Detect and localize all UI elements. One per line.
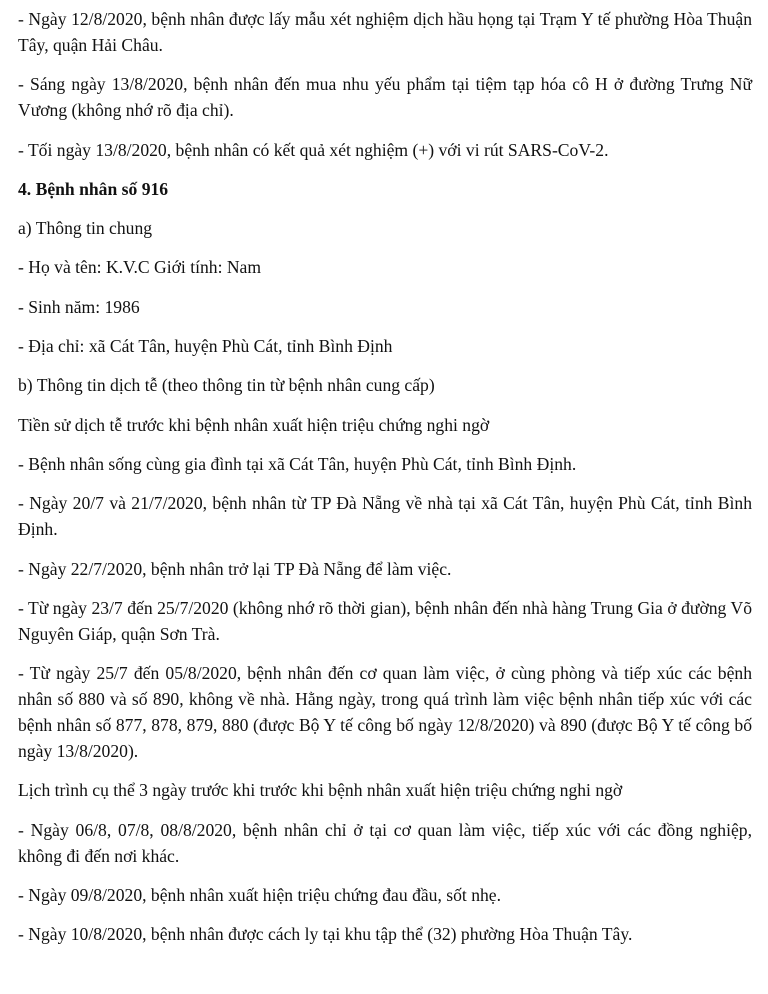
paragraph: - Bệnh nhân sống cùng gia đình tại xã Cát Tân, huyện Phù Cát, tỉnh Bình Định.: [18, 453, 577, 474]
paragraph: - Ngày 06/8, 07/8, 08/8/2020, bệnh nhân chỉ ở tại cơ quan làm việc, tiếp xúc với các đồng nghiệp, không đi đến nơi khác.: [18, 819, 752, 866]
paragraph: - Ngày 12/8/2020, bệnh nhân được lấy mẫu xét nghiệm dịch hầu họng tại Trạm Y tế phường Hòa Thuận Tây, quận Hải Châu.: [18, 9, 752, 55]
paragraph: - Ngày 10/8/2020, bệnh nhân được cách ly tại khu tập thể (32) phường Hòa Thuận Tây.: [18, 924, 633, 945]
paragraph: - Từ ngày 23/7 đến 25/7/2020 (không nhớ rõ thời gian), bệnh nhân đến nhà hàng Trung Gia ở đường Võ Nguyên Giáp, quận Sơn Trà.: [18, 597, 752, 644]
subsection-heading: b) Thông tin dịch tễ (theo thông tin từ bệnh nhân cung cấp): [18, 375, 435, 396]
paragraph: - Ngày 22/7/2020, bệnh nhân trở lại TP Đà Nẵng để làm việc.: [18, 558, 452, 579]
paragraph: - Sinh năm: 1986: [18, 296, 140, 317]
paragraph: - Ngày 09/8/2020, bệnh nhân xuất hiện triệu chứng đau đầu, sốt nhẹ.: [18, 885, 501, 906]
paragraph: - Ngày 20/7 và 21/7/2020, bệnh nhân từ TP Đà Nẵng về nhà tại xã Cát Tân, huyện Phù Cát, tỉnh Bình Định.: [18, 493, 752, 540]
paragraph: Lịch trình cụ thể 3 ngày trước khi trước khi bệnh nhân xuất hiện triệu chứng nghi ngờ: [18, 780, 623, 801]
paragraph: - Từ ngày 25/7 đến 05/8/2020, bệnh nhân đến cơ quan làm việc, ở cùng phòng và tiếp xúc các bệnh nhân số 880 và số 890, không về nhà. Hằng ngày, trong quá trình làm việc bệnh nhân tiếp xúc với các bệnh nhân số 877, 878, 879, 880 (được Bộ Y tế công bố ngày 12/8/2020) và 890 (được Bộ Y tế công bố ngày 13/8/2020).: [18, 663, 752, 762]
paragraph: - Tối ngày 13/8/2020, bệnh nhân có kết quả xét nghiệm (+) với vi rút SARS-CoV-2.: [18, 139, 609, 160]
paragraph: - Họ và tên: K.V.C Giới tính: Nam: [18, 257, 262, 278]
subsection-heading: a) Thông tin chung: [18, 218, 153, 239]
paragraph: - Sáng ngày 13/8/2020, bệnh nhân đến mua nhu yếu phẩm tại tiệm tạp hóa cô H ở đường Trưng Nữ Vương (không nhớ rõ địa chỉ).: [18, 74, 752, 121]
paragraph: Tiền sử dịch tễ trước khi bệnh nhân xuất hiện triệu chứng nghi ngờ: [18, 414, 490, 435]
section-heading: 4. Bệnh nhân số 916: [18, 178, 169, 199]
paragraph: - Địa chỉ: xã Cát Tân, huyện Phù Cát, tỉnh Bình Định: [18, 336, 393, 357]
document-body: [18, 6, 752, 961]
